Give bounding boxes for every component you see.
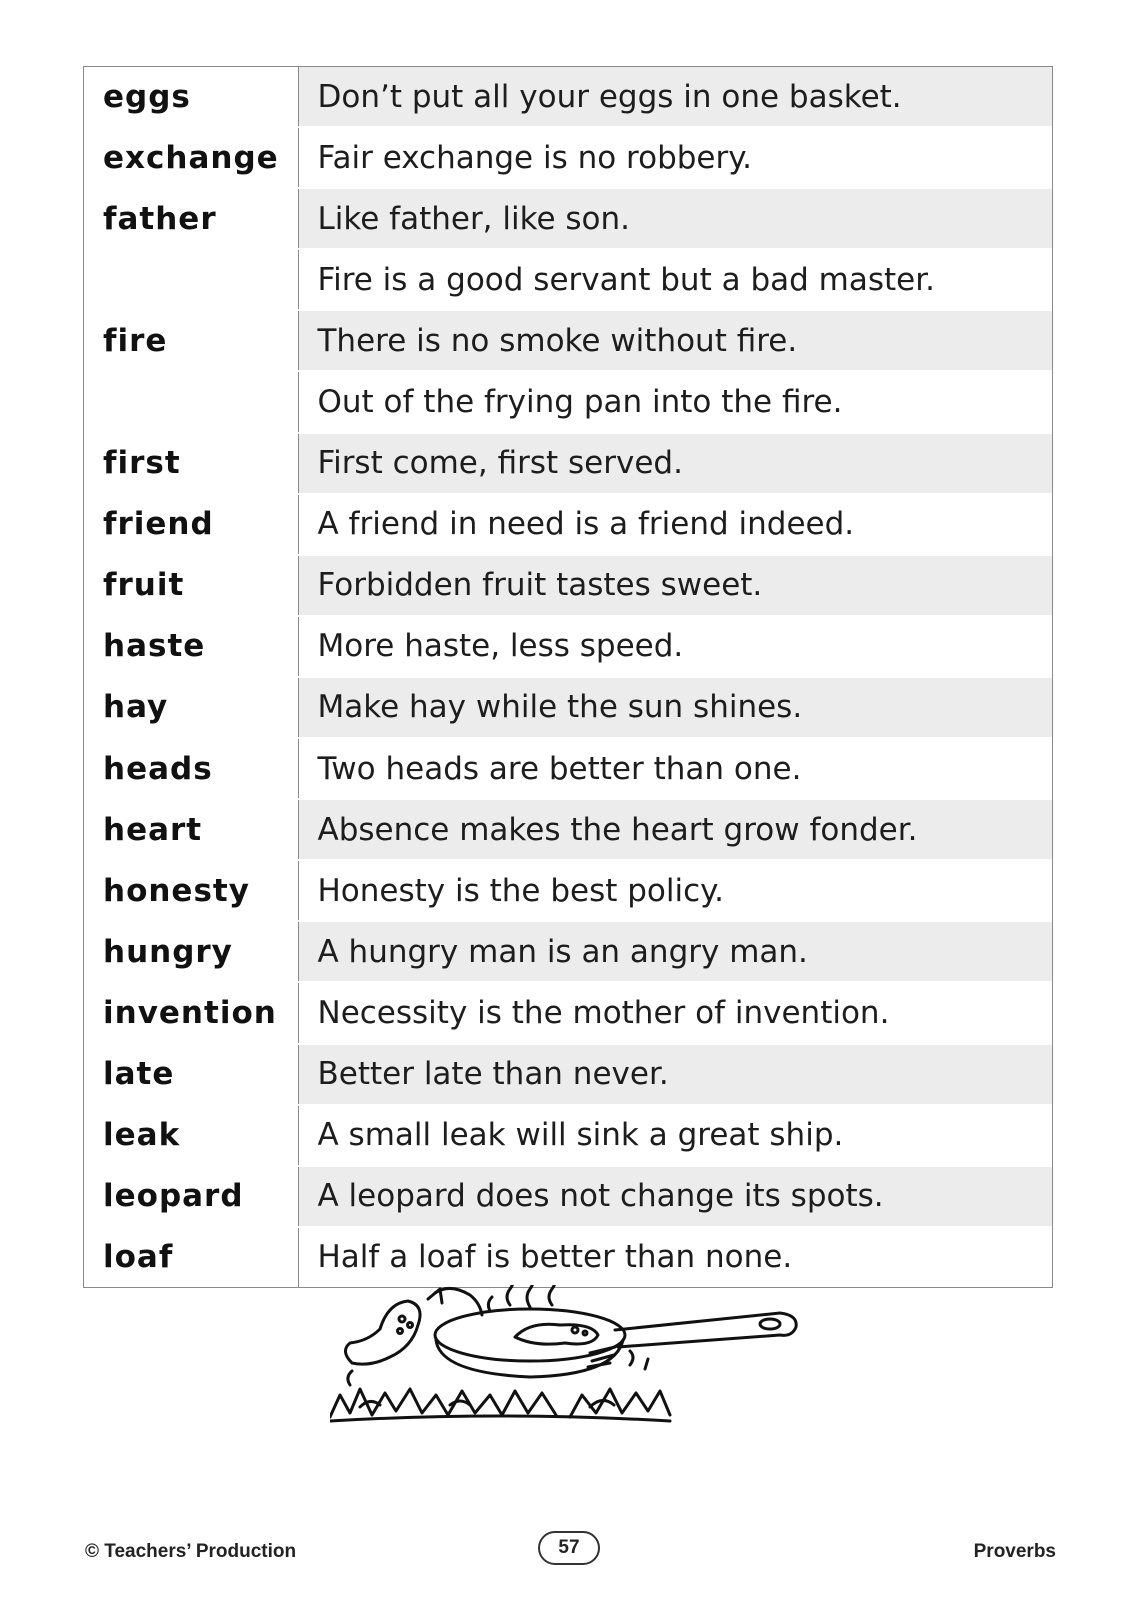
proverb-cell: More haste, less speed. — [298, 616, 1052, 677]
proverb-cell: A hungry man is an angry man. — [298, 921, 1052, 982]
table-row — [84, 494, 1052, 555]
keyword-cell: hay — [84, 677, 298, 738]
table-row — [84, 799, 1052, 860]
keyword-cell: father — [84, 188, 298, 249]
proverb-cell: A leopard does not change its spots. — [298, 1166, 1052, 1227]
table-row — [84, 433, 1052, 494]
proverb-cell: There is no smoke without fire. — [298, 310, 1052, 371]
keyword-cell: exchange — [84, 127, 298, 188]
table-row — [84, 1227, 1052, 1287]
table-row — [84, 860, 1052, 921]
table-row — [84, 677, 1052, 738]
proverbs-table — [84, 67, 1052, 1287]
keyword-cell: loaf — [84, 1227, 298, 1287]
frying-pan-over-fire-icon — [330, 1285, 810, 1455]
proverb-cell: A small leak will sink a great ship. — [298, 1105, 1052, 1166]
proverb-cell: Half a loaf is better than none. — [298, 1227, 1052, 1287]
proverb-cell: Absence makes the heart grow fonder. — [298, 799, 1052, 860]
keyword-cell: eggs — [84, 67, 298, 127]
proverb-cell: First come, first served. — [298, 433, 1052, 494]
section-title: Proverbs — [973, 1541, 1056, 1562]
proverb-cell: Two heads are better than one. — [298, 738, 1052, 799]
proverb-cell: Make hay while the sun shines. — [298, 677, 1052, 738]
table-row — [84, 1166, 1052, 1227]
keyword-cell: late — [84, 1044, 298, 1105]
proverb-cell: Better late than never. — [298, 1044, 1052, 1105]
keyword-cell: honesty — [84, 860, 298, 921]
proverb-cell: Fire is a good servant but a bad master. — [298, 249, 1052, 310]
table-row — [84, 1105, 1052, 1166]
keyword-cell: invention — [84, 982, 298, 1043]
table-row — [84, 67, 1052, 127]
keyword-cell: haste — [84, 616, 298, 677]
keyword-cell: leopard — [84, 1166, 298, 1227]
keyword-cell: friend — [84, 494, 298, 555]
table-row — [84, 738, 1052, 799]
proverb-cell: Like father, like son. — [298, 188, 1052, 249]
proverb-cell: Honesty is the best policy. — [298, 860, 1052, 921]
page-number-badge: 57 — [538, 1531, 600, 1565]
proverb-cell: A friend in need is a friend indeed. — [298, 494, 1052, 555]
keyword-cell: leak — [84, 1105, 298, 1166]
proverb-cell: Necessity is the mother of invention. — [298, 982, 1052, 1043]
keyword-cell: hungry — [84, 921, 298, 982]
table-row — [84, 127, 1052, 188]
copyright-text: © Teachers’ Production — [85, 1541, 297, 1562]
proverb-cell: Out of the frying pan into the fire. — [298, 371, 1052, 432]
table-row — [84, 616, 1052, 677]
proverb-cell: Don’t put all your eggs in one basket. — [298, 67, 1052, 127]
table-row — [84, 921, 1052, 982]
keyword-cell: fruit — [84, 555, 298, 616]
proverbs-table-container — [83, 66, 1053, 1288]
keyword-cell: fire — [84, 249, 298, 432]
table-row — [84, 982, 1052, 1043]
proverb-cell: Forbidden fruit tastes sweet. — [298, 555, 1052, 616]
keyword-cell: heart — [84, 799, 298, 860]
proverb-cell: Fair exchange is no robbery. — [298, 127, 1052, 188]
table-row — [84, 1044, 1052, 1105]
proverbs-table-body — [84, 67, 1052, 1287]
keyword-cell: heads — [84, 738, 298, 799]
table-row — [84, 188, 1052, 249]
table-row — [84, 555, 1052, 616]
keyword-cell: first — [84, 433, 298, 494]
table-row — [84, 249, 1052, 310]
